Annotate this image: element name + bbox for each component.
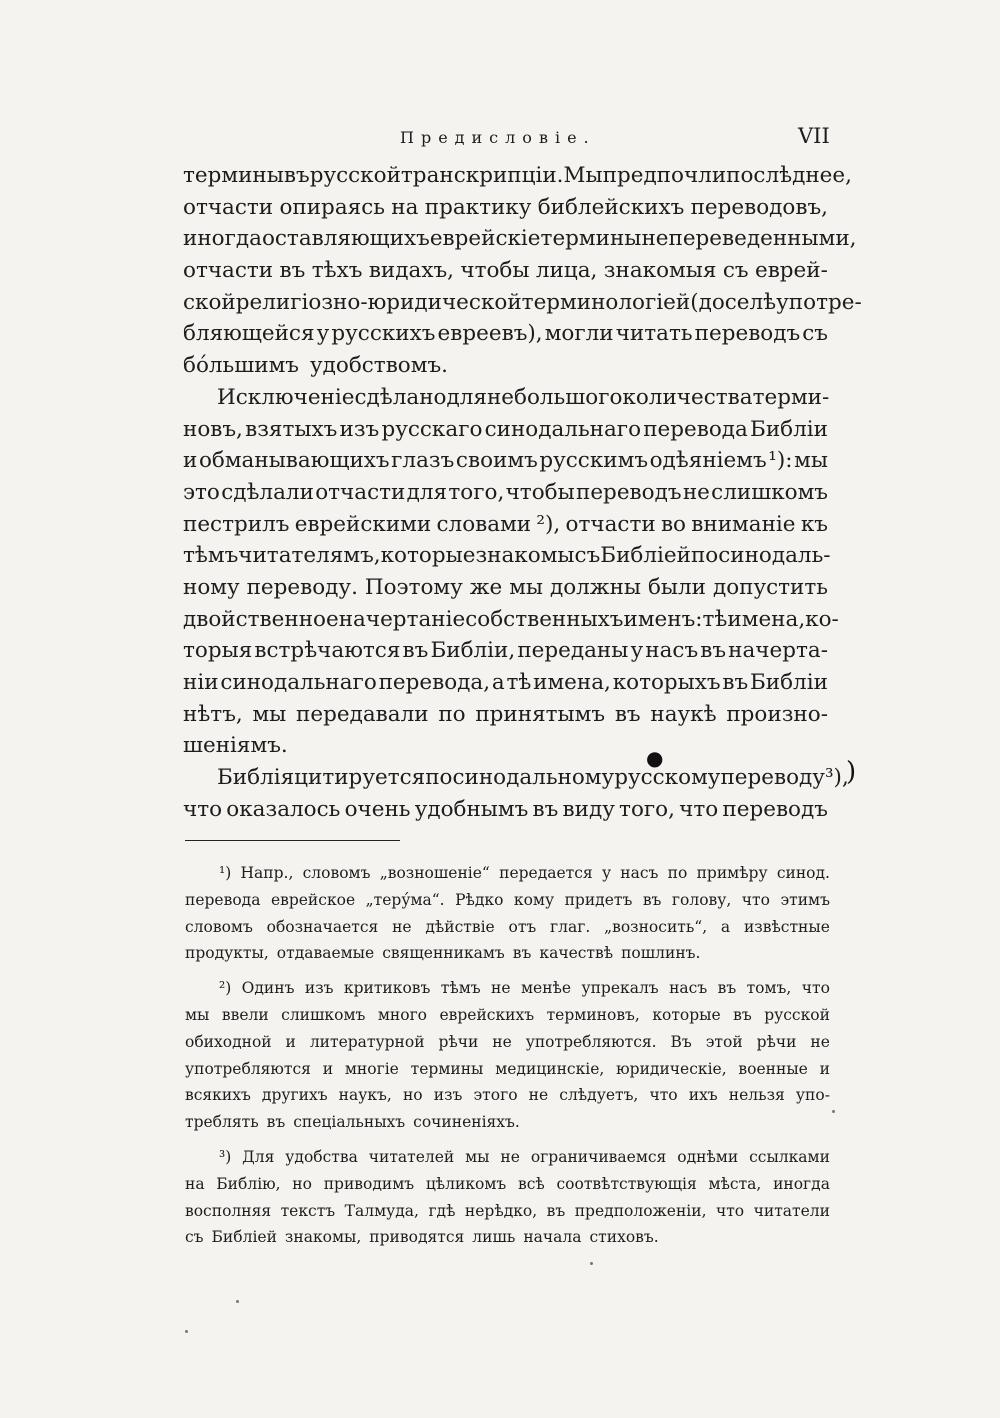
text-line: пестрилъ еврейскими словами ²), отчасти во вниманіе къ xyxy=(183,511,828,537)
ink-blot: ● xyxy=(646,746,664,770)
text-line: отчасти въ тѣхъ видахъ, чтобы лица, знакомыя съ еврей- xyxy=(183,258,828,284)
footnote-line: съ Библіей знакомы, приводятся лишь начала стиховъ. xyxy=(185,1228,659,1247)
text-line: торыя встрѣчаются въ Библіи, переданы у насъ въ начерта- xyxy=(183,638,828,664)
text-line: тѣмъ читателямъ, которые знакомы съ Библіей по синодаль- xyxy=(183,543,831,569)
margin-mark: ) xyxy=(846,757,857,787)
text-line: Библія цитируется по синодальному русскому переводу ³), xyxy=(217,765,849,791)
main-text xyxy=(183,160,862,825)
text-line: ному переводу. Поэтому же мы должны были допустить xyxy=(183,574,828,600)
text-line: бо́льшимъ удобствомъ. xyxy=(183,353,448,379)
speck xyxy=(236,1300,239,1303)
footnote-line: продукты, отдаваемые священникамъ въ качествѣ пошлинъ. xyxy=(185,944,701,963)
text-line: Исключеніе сдѣлано для небольшого количества терми- xyxy=(217,384,830,410)
text-line: двойственное начертаніе собственныхъ именъ: тѣ имена, ко- xyxy=(183,606,839,632)
running-header-title: Предисловіе. xyxy=(400,128,596,147)
footnote-line: обиходной и литературной рѣчи не употребляются. Въ этой рѣчи не xyxy=(185,1032,830,1051)
footnote-line: мы ввели слишкомъ много еврейскихъ терминовъ, которые въ русской xyxy=(185,1005,830,1024)
footnote-line: перевода еврейское „теру́ма“. Рѣдко кому придетъ въ голову, что этимъ xyxy=(185,890,830,909)
footnote-line: всякихъ другихъ наукъ, но изъ этого не слѣдуетъ, что ихъ нельзя упо- xyxy=(185,1086,830,1105)
footnote-line: ¹) Напр., словомъ „возношеніе“ передается у насъ по примѣру синод. xyxy=(219,864,830,882)
footnote-line: ²) Одинъ изъ критиковъ тѣмъ не менѣе упрекалъ насъ въ томъ, что xyxy=(219,979,830,998)
footnote-line: ³) Для удобства читателей мы не ограничиваемся однѣми ссылками xyxy=(219,1147,830,1166)
text-line: иногда оставляющихъ еврейскіе термины непереведенными, xyxy=(183,226,857,252)
footnote-line: на Библію, но приводимъ цѣликомъ всѣ соотвѣтствующія мѣста, иногда xyxy=(185,1174,830,1193)
text-line: ской религіозно-юридической терминологіей (доселѣ употре- xyxy=(183,289,862,315)
footnote-line: восполняя текстъ Талмуда, гдѣ нерѣдко, въ предположеніи, что читатели xyxy=(185,1201,830,1220)
text-line: новъ, взятыхъ изъ русскаго синодальнаго перевода Библіи xyxy=(183,416,828,442)
footnote-line: треблять въ спеціальныхъ сочиненіяхъ. xyxy=(185,1113,520,1132)
speck xyxy=(832,1110,835,1113)
text-line: термины въ русской транскрипціи. Мы предпочли послѣднее, xyxy=(183,163,852,188)
text-line: ніи синодальнаго перевода, а тѣ имена, которыхъ въ Библіи xyxy=(183,670,828,695)
footnote-line: словомъ обозначается не дѣйствіе отъ глаг. „возносить“, а извѣстные xyxy=(185,917,830,936)
text-line: шеніямъ. xyxy=(183,733,288,759)
text-line: это сдѣлали отчасти для того, чтобы переводъ не слишкомъ xyxy=(183,479,828,505)
text-line: бляющейся у русскихъ евреевъ), могли читать переводъ съ xyxy=(183,321,828,347)
text-line: что оказалось очень удобнымъ въ виду того, что переводъ xyxy=(183,796,828,822)
text-line: отчасти опираясь на практику библейскихъ переводовъ, xyxy=(183,194,828,220)
footnotes xyxy=(185,860,830,1251)
speck xyxy=(185,1330,188,1333)
text-line: нѣтъ, мы передавали по принятымъ въ наукѣ произно- xyxy=(183,701,828,727)
footnote-separator xyxy=(185,840,400,841)
text-line: и обманывающихъ глазъ своимъ русскимъ одѣяніемъ ¹): мы xyxy=(183,448,828,474)
speck xyxy=(590,1262,593,1265)
page-number: VII xyxy=(798,124,830,148)
footnote-line: употребляются и многіе термины медицинскіе, юридическіе, военные и xyxy=(185,1059,830,1078)
